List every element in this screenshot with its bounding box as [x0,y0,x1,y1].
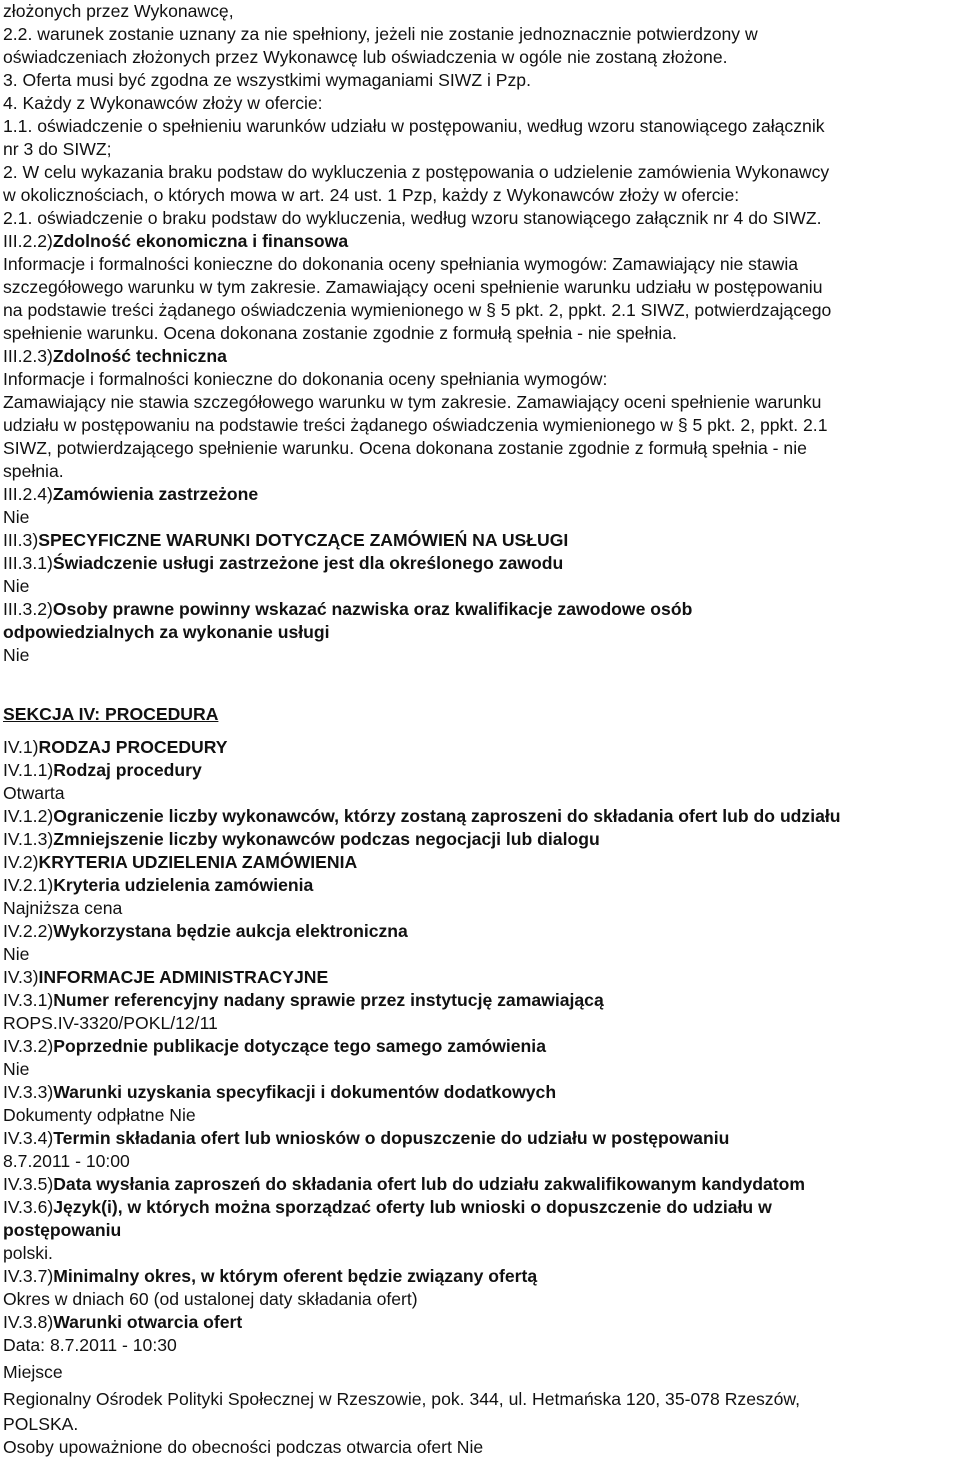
heading-iii-2-2 [3,230,960,253]
heading-number: IV.3.3) [3,1082,54,1102]
heading-number: IV.2) [3,852,39,872]
heading-iv-3-6 [3,1196,960,1219]
heading-iv-3-8 [3,1311,960,1334]
heading-title: Zdolność ekonomiczna i finansowa [52,231,349,251]
heading-title-continued: postępowaniu [3,1220,122,1240]
place-address: Regionalny Ośrodek Polityki Społecznej w Rzeszowie, pok. 344, ul. Hetmańska 120, 35-078 Rzeszów, [3,1389,801,1409]
heading-number: IV.3.4) [3,1128,54,1148]
opening-date: Data: 8.7.2011 - 10:30 [3,1335,177,1355]
spacer [3,726,960,736]
heading-number: IV.3) [3,967,39,987]
heading-iv-1 [3,736,960,759]
heading-title: RODZAJ PROCEDURY [38,737,228,757]
text-line: spełnia. [3,461,64,481]
heading-iv-2-1 [3,874,960,897]
text-line: na podstawie treści żądanego oświadczenia wymienionego w § 5 pkt. 2, ppkt. 2.1 SIWZ, potwierdzającego [3,300,832,320]
heading-number: IV.3.8) [3,1312,54,1332]
text-line: 4. Każdy z Wykonawców złoży w ofercie: [3,93,323,113]
heading-iii-2-3 [3,345,960,368]
heading-number: IV.2.2) [3,921,54,941]
heading-title: Osoby prawne powinny wskazać nazwiska oraz kwalifikacje zawodowe osób [52,599,693,619]
heading-number: IV.1.3) [3,829,54,849]
heading-title: Zamówienia zastrzeżone [52,484,259,504]
heading-iii-2-4 [3,483,960,506]
heading-title: Wykorzystana będzie aukcja elektroniczna [53,921,408,941]
heading-title: KRYTERIA UDZIELENIA ZAMÓWIENIA [38,852,358,872]
value-text: Nie [3,507,30,527]
heading-number: III.3.2) [3,599,53,619]
heading-number: IV.1.1) [3,760,54,780]
text-line: udziału w postępowaniu na podstawie treści żądanego oświadczenia wymienionego w § 5 pkt. 2, ppkt. 2.1 [3,415,828,435]
heading-number: III.2.2) [3,231,53,251]
text-line: 3. Oferta musi być zgodna ze wszystkimi wymaganiami SIWZ i Pzp. [3,70,531,90]
value-text: Nie [3,576,30,596]
text-line: w okolicznościach, o których mowa w art. 24 ust. 1 Pzp, każdy z Wykonawców złoży w ofercie: [3,185,740,205]
heading-iii-3-1 [3,552,960,575]
heading-title: Numer referencyjny nadany sprawie przez instytucję zamawiającą [53,990,604,1010]
heading-iv-3-7 [3,1265,960,1288]
value-text: Otwarta [3,783,65,803]
heading-title: Świadczenie usługi zastrzeżone jest dla określonego zawodu [52,553,564,573]
heading-title: Poprzednie publikacje dotyczące tego samego zamówienia [53,1036,546,1056]
heading-number: IV.3.1) [3,990,54,1010]
section-heading: SEKCJA IV: PROCEDURA [3,704,219,724]
heading-number: III.3) [3,530,39,550]
value-text: Nie [3,645,30,665]
document-page [3,0,960,1459]
heading-number: IV.2.1) [3,875,54,895]
heading-number: IV.1) [3,737,39,757]
heading-iv-2-2 [3,920,960,943]
heading-iv-2 [3,851,960,874]
text-line: 2.1. oświadczenie o braku podstaw do wykluczenia, według wzoru stanowiącego załącznik nr 4 do SIWZ. [3,208,822,228]
value-text: Okres w dniach 60 (od ustalonej daty składania ofert) [3,1289,418,1309]
text-line: Informacje i formalności konieczne do dokonania oceny spełniania wymogów: [3,369,608,389]
spacer [3,667,960,703]
place-label: Miejsce [3,1362,63,1382]
text-line: szczegółowego warunku w tym zakresie. Zamawiający oceni spełnienie warunku udziału w postępowaniu [3,277,823,297]
heading-title-continued: odpowiedzialnych za wykonanie usługi [3,622,330,642]
heading-title: Kryteria udzielenia zamówienia [53,875,314,895]
value-text: 8.7.2011 - 10:00 [3,1151,130,1171]
value-text: Nie [3,944,30,964]
heading-number: III.3.1) [3,553,53,573]
heading-title: Termin składania ofert lub wniosków o dopuszczenie do udziału w postępowaniu [53,1128,730,1148]
heading-iv-3-3 [3,1081,960,1104]
heading-iii-3-2 [3,598,960,621]
heading-iv-3-4 [3,1127,960,1150]
text-line: 1.1. oświadczenie o spełnieniu warunków udziału w postępowaniu, według wzoru stanowiącego załącznik [3,116,825,136]
text-line: złożonych przez Wykonawcę, [3,1,234,21]
heading-title: SPECYFICZNE WARUNKI DOTYCZĄCE ZAMÓWIEŃ NA USŁUGI [38,530,569,550]
value-text: Najniższa cena [3,898,123,918]
heading-title: Warunki uzyskania specyfikacji i dokumentów dodatkowych [53,1082,557,1102]
heading-title: INFORMACJE ADMINISTRACYJNE [38,967,329,987]
heading-number: III.2.4) [3,484,53,504]
value-text: Dokumenty odpłatne Nie [3,1105,196,1125]
text-line: spełnienie warunku. Ocena dokonana zostanie zgodnie z formułą spełnia - nie spełnia. [3,323,677,343]
text-line: 2. W celu wykazania braku podstaw do wykluczenia z postępowania o udzielenie zamówienia Wykonawcy [3,162,830,182]
heading-iv-3 [3,966,960,989]
value-text: ROPS.IV-3320/POKL/12/11 [3,1013,218,1033]
heading-number: III.2.3) [3,346,53,366]
heading-title: Rodzaj procedury [53,760,202,780]
text-line: Zamawiający nie stawia szczegółowego warunku w tym zakresie. Zamawiający oceni spełnienie warunku [3,392,822,412]
heading-title: Zdolność techniczna [52,346,227,366]
heading-title: Warunki otwarcia ofert [53,1312,243,1332]
heading-title: Język(i), w których można sporządzać oferty lub wnioski o dopuszczenie do udziału w [53,1197,772,1217]
text-line: nr 3 do SIWZ; [3,139,112,159]
value-text: Nie [3,1059,30,1079]
heading-number: IV.1.2) [3,806,54,826]
heading-iv-1-1 [3,759,960,782]
text-line: Informacje i formalności konieczne do dokonania oceny spełniania wymogów: Zamawiający nie stawia [3,254,799,274]
heading-iv-1-2 [3,805,960,828]
heading-title: Minimalny okres, w którym oferent będzie związany ofertą [53,1266,538,1286]
heading-title: Zmniejszenie liczby wykonawców podczas negocjacji lub dialogu [53,829,600,849]
text-line: SIWZ, potwierdzającego spełnienie warunku. Ocena dokonana zostanie zgodnie z formułą spełnia - nie [3,438,807,458]
heading-number: IV.3.7) [3,1266,54,1286]
place-country: POLSKA. [3,1414,79,1434]
text-line: 2.2. warunek zostanie uznany za nie spełniony, jeżeli nie zostanie jednoznacznie potwierdzony w [3,24,758,44]
heading-number: IV.3.6) [3,1197,54,1217]
heading-title: Ograniczenie liczby wykonawców, którzy zostaną zaproszeni do składania ofert lub do udziału [53,806,841,826]
text-line: oświadczeniach złożonych przez Wykonawcę lub oświadczenia w ogóle nie zostaną złożone. [3,47,728,67]
heading-number: IV.3.5) [3,1174,54,1194]
heading-title: Data wysłania zaproszeń do składania ofert lub do udziału zakwalifikowanym kandydatom [53,1174,806,1194]
heading-number: IV.3.2) [3,1036,54,1056]
value-text: polski. [3,1243,53,1263]
heading-iv-3-5 [3,1173,960,1196]
heading-iv-1-3 [3,828,960,851]
heading-iii-3 [3,529,960,552]
heading-iv-3-2 [3,1035,960,1058]
authorized-persons: Osoby upoważnione do obecności podczas otwarcia ofert Nie [3,1437,484,1457]
heading-iv-3-1 [3,989,960,1012]
